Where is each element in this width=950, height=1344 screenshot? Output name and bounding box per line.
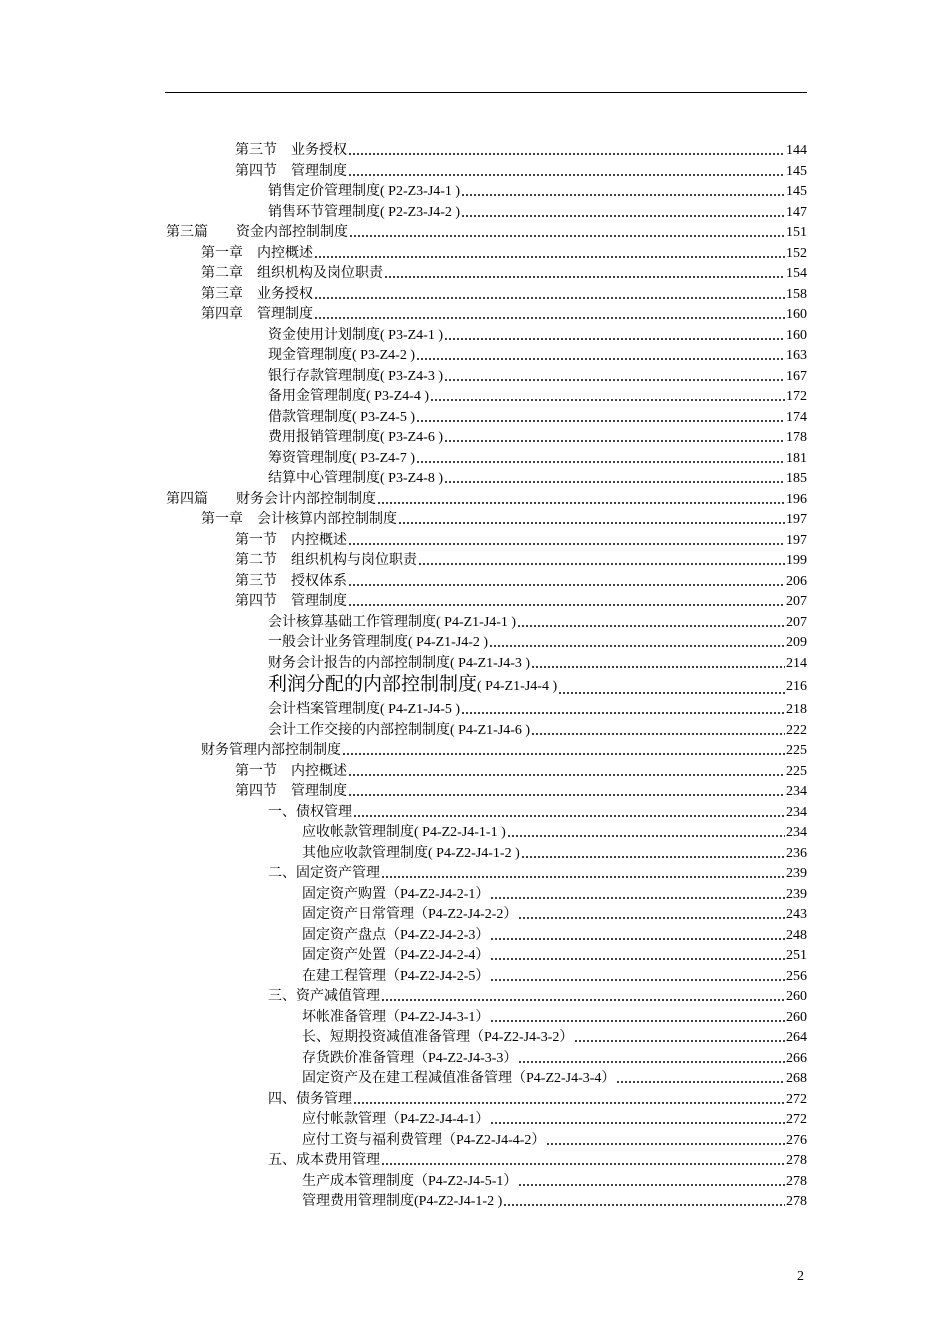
toc-entry[interactable] — [235, 531, 807, 552]
dot-leader — [353, 814, 785, 818]
dot-leader — [444, 378, 785, 382]
toc-entry-page: 276 — [786, 1132, 807, 1148]
toc-entry-page: 154 — [786, 266, 807, 281]
toc-entry-title: 应付帐款管理（P4-Z2-J4-4-1） — [302, 1112, 490, 1127]
toc-entry-title: 固定资产及在建工程减值准备管理（P4-Z2-J4-3-4） — [302, 1071, 616, 1086]
toc-entry[interactable] — [268, 987, 807, 1008]
toc-entry-page: 239 — [786, 886, 807, 902]
toc-entry[interactable] — [235, 762, 807, 783]
toc-entry[interactable] — [166, 223, 807, 244]
toc-entry-title: 第四章 管理制度 — [201, 307, 313, 322]
toc-entry-page: 197 — [786, 512, 807, 527]
dot-leader — [384, 275, 785, 279]
toc-entry-title: 第三篇 资金内部控制制度 — [166, 225, 348, 240]
toc-entry-title: 会计工作交接的内部控制制度( P4-Z1-J4-6 ) — [268, 722, 531, 738]
toc-entry-page: 167 — [786, 368, 807, 384]
toc-entry-page: 216 — [786, 679, 807, 694]
toc-entry-page: 248 — [786, 927, 807, 943]
toc-entry-title: 生产成本管理制度（P4-Z2-J4-5-1） — [302, 1173, 518, 1189]
dot-leader — [418, 562, 785, 566]
dot-leader — [349, 234, 785, 238]
dot-leader — [558, 691, 785, 695]
toc-entry[interactable] — [268, 428, 807, 449]
toc-entry-title: 备用金管理制度( P3-Z4-4 ) — [268, 389, 429, 404]
toc-entry[interactable] — [201, 285, 807, 306]
dot-leader — [616, 1080, 785, 1084]
toc-entry-page: 145 — [786, 184, 807, 199]
toc-entry-title: 四、债务管理 — [268, 1091, 352, 1107]
toc-entry-page: 158 — [786, 286, 807, 302]
toc-entry-page: 256 — [786, 968, 807, 984]
toc-entry-page: 278 — [786, 1153, 807, 1168]
toc-entry-page: 181 — [786, 450, 807, 466]
toc-entry-title: 固定资产盘点（P4-Z2-J4-2-3） — [302, 927, 490, 943]
dot-leader — [507, 834, 785, 838]
dot-leader — [381, 875, 785, 879]
toc-entry-title: 第二节 组织机构与岗位职责 — [235, 553, 417, 568]
toc-entry[interactable] — [302, 1110, 807, 1131]
dot-leader — [348, 603, 785, 607]
toc-entry-page: 209 — [786, 635, 807, 650]
toc-entry-page: 160 — [786, 327, 807, 343]
dot-leader — [461, 711, 785, 715]
toc-entry-page: 163 — [786, 348, 807, 363]
toc-entry-page: 234 — [786, 825, 807, 840]
toc-entry-title: 结算中心管理制度( P3-Z4-8 ) — [268, 471, 443, 486]
dot-leader — [490, 978, 785, 982]
toc-entry-title: 第四节 管理制度 — [235, 594, 347, 609]
toc-entry-title: 费用报销管理制度( P3-Z4-6 ) — [268, 430, 443, 445]
dot-leader — [377, 501, 785, 505]
header-rule — [165, 92, 807, 93]
toc-entry[interactable] — [268, 449, 807, 470]
toc-entry-title: 一、债权管理 — [268, 804, 352, 820]
toc-entry-page: 206 — [786, 573, 807, 589]
toc-entry-title: 资金使用计划制度( P3-Z4-1 ) — [268, 327, 443, 343]
toc-entry[interactable] — [268, 367, 807, 388]
dot-leader — [490, 896, 785, 900]
dot-leader — [348, 583, 785, 587]
toc-entry[interactable] — [235, 592, 807, 613]
toc-entry[interactable] — [235, 572, 807, 593]
toc-entry-title: 五、成本费用管理 — [268, 1153, 380, 1168]
toc-entry-page: 197 — [786, 532, 807, 548]
dot-leader — [518, 1183, 785, 1187]
toc-entry-title: 第一节 内控概述 — [235, 532, 347, 548]
toc-entry[interactable] — [268, 182, 807, 203]
dot-leader — [342, 752, 785, 756]
toc-entry[interactable] — [201, 741, 807, 762]
toc-entry-title: 银行存款管理制度( P3-Z4-3 ) — [268, 368, 443, 384]
toc-entry-page: 234 — [786, 804, 807, 820]
dot-leader — [444, 480, 785, 484]
dot-leader — [381, 1162, 785, 1166]
toc-entry-page: 160 — [786, 307, 807, 322]
toc-entry-title: 第三节 业务授权 — [235, 143, 347, 158]
toc-entry-title: 销售定价管理制度( P2-Z3-J4-1 ) — [268, 184, 461, 199]
dot-leader — [353, 1101, 785, 1105]
toc-entry[interactable] — [268, 203, 807, 224]
toc-entry[interactable] — [268, 1090, 807, 1111]
dot-leader — [490, 957, 785, 961]
toc-entry[interactable] — [201, 510, 807, 531]
toc-entry-page: 145 — [786, 163, 807, 179]
toc-entry-page: 260 — [786, 989, 807, 1004]
toc-entry-page: 268 — [786, 1071, 807, 1086]
dot-leader — [398, 521, 785, 525]
toc-entry-page: 225 — [786, 743, 807, 758]
toc-entry-page: 214 — [786, 655, 807, 671]
toc-entry-page: 251 — [786, 948, 807, 963]
dot-leader — [348, 773, 785, 777]
toc-entry-title: 会计档案管理制度( P4-Z1-J4-5 ) — [268, 702, 461, 717]
toc-entry[interactable] — [302, 946, 807, 967]
toc-entry-title: 第一节 内控概述 — [235, 763, 347, 779]
dot-leader — [416, 460, 785, 464]
dot-leader — [518, 1060, 785, 1064]
toc-entry-title: 应付工资与福利费管理（P4-Z2-J4-4-2） — [302, 1132, 546, 1148]
toc-entry-title: 财务管理内部控制制度 — [201, 743, 341, 758]
toc-entry[interactable] — [268, 613, 807, 634]
toc-entry-title: 现金管理制度( P3-Z4-2 ) — [268, 348, 415, 363]
dot-leader — [490, 1121, 785, 1125]
toc-entry-title: 管理费用管理制度(P4-Z2-J4-1-2 ) — [302, 1194, 503, 1209]
toc-entry[interactable] — [302, 967, 807, 988]
dot-leader — [490, 937, 785, 941]
toc-entry[interactable] — [268, 803, 807, 824]
toc-entry-page: 239 — [786, 866, 807, 881]
dot-leader — [546, 1142, 785, 1146]
page-number: 2 — [797, 1269, 804, 1284]
toc-entry-page: 218 — [786, 702, 807, 717]
toc-entry-page: 225 — [786, 763, 807, 779]
toc-entry-page: 147 — [786, 204, 807, 220]
toc-entry-page: 278 — [786, 1173, 807, 1189]
dot-leader — [314, 296, 785, 300]
toc-entry-title: 第四节 管理制度 — [235, 163, 347, 179]
toc-entry[interactable] — [268, 700, 807, 721]
dot-leader — [348, 542, 785, 546]
toc-entry[interactable] — [302, 844, 807, 865]
toc-entry[interactable] — [268, 346, 807, 367]
toc-entry-page: 260 — [786, 1009, 807, 1025]
toc-entry[interactable] — [268, 721, 807, 742]
dot-leader — [489, 644, 785, 648]
toc-entry-page: 172 — [786, 389, 807, 404]
toc-entry-title: 第一章 会计核算内部控制制度 — [201, 512, 397, 527]
dot-leader — [416, 419, 785, 423]
dot-leader — [574, 1039, 785, 1043]
toc-entry[interactable] — [302, 1028, 807, 1049]
toc-entry[interactable] — [302, 823, 807, 844]
toc-entry[interactable] — [235, 551, 807, 572]
dot-leader — [348, 152, 785, 156]
toc-entry-title: 第二章 组织机构及岗位职责 — [201, 266, 383, 281]
toc-entry[interactable] — [268, 326, 807, 347]
toc-entry-page: 243 — [786, 907, 807, 922]
table-of-contents — [0, 141, 950, 1213]
toc-entry-title: 第三节 授权体系 — [235, 573, 347, 589]
toc-entry-page: 264 — [786, 1030, 807, 1045]
toc-entry-page: 272 — [786, 1091, 807, 1107]
dot-leader — [444, 337, 785, 341]
dot-leader — [444, 439, 785, 443]
toc-entry[interactable] — [268, 674, 807, 700]
toc-entry-page: 151 — [786, 225, 807, 240]
toc-entry-page: 178 — [786, 430, 807, 445]
toc-entry-page: 272 — [786, 1112, 807, 1127]
toc-entry-title: 一般会计业务管理制度( P4-Z1-J4-2 ) — [268, 635, 489, 650]
toc-entry[interactable] — [302, 885, 807, 906]
toc-entry[interactable] — [201, 305, 807, 326]
toc-entry-page: 144 — [786, 143, 807, 158]
dot-leader — [348, 173, 785, 177]
toc-entry-title: 固定资产处置（P4-Z2-J4-2-4） — [302, 948, 490, 963]
dot-leader — [518, 916, 785, 920]
toc-entry-page: 207 — [786, 614, 807, 630]
dot-leader — [461, 193, 785, 197]
toc-entry[interactable] — [268, 469, 807, 490]
toc-entry-page: 236 — [786, 845, 807, 861]
dot-leader — [531, 732, 785, 736]
toc-entry[interactable] — [201, 264, 807, 285]
toc-entry-title: 销售环节管理制度( P2-Z3-J4-2 ) — [268, 204, 461, 220]
toc-entry[interactable] — [302, 1069, 807, 1090]
toc-entry[interactable] — [235, 782, 807, 803]
toc-entry[interactable] — [268, 1151, 807, 1172]
dot-leader — [416, 357, 785, 361]
toc-entry[interactable] — [201, 244, 807, 265]
toc-entry-title: 筹资管理制度( P3-Z4-7 ) — [268, 450, 415, 466]
toc-entry[interactable] — [268, 408, 807, 429]
toc-entry-title: 其他应收款管理制度( P4-Z2-J4-1-2 ) — [302, 845, 520, 861]
toc-entry-title: 会计核算基础工作管理制度( P4-Z1-J4-1 ) — [268, 614, 517, 630]
toc-entry[interactable] — [268, 654, 807, 675]
toc-entry-page: 185 — [786, 471, 807, 486]
dot-leader — [521, 855, 785, 859]
dot-leader — [430, 398, 785, 402]
dot-leader — [314, 255, 785, 259]
toc-entry-title-rest: ( P4-Z1-J4-4 ) — [477, 679, 558, 694]
toc-entry[interactable] — [166, 490, 807, 511]
toc-entry-page: 174 — [786, 409, 807, 425]
toc-entry[interactable] — [302, 926, 807, 947]
toc-entry-title: 三、资产减值管理 — [268, 989, 380, 1004]
toc-entry-title: 坏帐准备管理（P4-Z2-J4-3-1） — [302, 1009, 490, 1025]
toc-entry-title: 固定资产购置（P4-Z2-J4-2-1） — [302, 886, 490, 902]
toc-entry-title — [268, 672, 557, 700]
toc-entry[interactable] — [268, 633, 807, 654]
dot-leader — [461, 214, 785, 218]
toc-entry-title: 第一章 内控概述 — [201, 245, 313, 261]
toc-entry-title: 二、固定资产管理 — [268, 866, 380, 881]
toc-entry[interactable] — [302, 1008, 807, 1029]
toc-entry[interactable] — [302, 1049, 807, 1070]
toc-entry-page: 222 — [786, 722, 807, 738]
toc-entry-page: 266 — [786, 1050, 807, 1066]
toc-entry-page: 196 — [786, 491, 807, 507]
toc-entry[interactable] — [235, 162, 807, 183]
toc-entry-title: 存货跌价准备管理（P4-Z2-J4-3-3） — [302, 1050, 518, 1066]
dot-leader — [503, 1203, 785, 1207]
toc-entry[interactable] — [268, 864, 807, 885]
toc-entry-title: 长、短期投资减值准备管理（P4-Z2-J4-3-2） — [302, 1030, 574, 1045]
toc-entry-page: 234 — [786, 784, 807, 799]
dot-leader — [348, 793, 785, 797]
toc-entry-title: 借款管理制度( P3-Z4-5 ) — [268, 409, 415, 425]
toc-entry-title: 固定资产日常管理（P4-Z2-J4-2-2） — [302, 907, 518, 922]
toc-entry-page: 207 — [786, 594, 807, 609]
toc-entry[interactable] — [302, 1131, 807, 1152]
toc-entry[interactable] — [302, 1172, 807, 1193]
dot-leader — [531, 665, 785, 669]
toc-entry-title-lead: 利润分配的内部控制制度 — [268, 674, 478, 695]
toc-entry-page: 278 — [786, 1194, 807, 1209]
dot-leader — [490, 1019, 785, 1023]
toc-entry-title: 第三章 业务授权 — [201, 286, 313, 302]
toc-entry[interactable] — [302, 905, 807, 926]
toc-entry-page: 152 — [786, 245, 807, 261]
toc-entry-title: 在建工程管理（P4-Z2-J4-2-5） — [302, 968, 490, 984]
toc-entry-title: 第四节 管理制度 — [235, 784, 347, 799]
toc-entry-title: 第四篇 财务会计内部控制制度 — [166, 491, 376, 507]
toc-entry-title: 财务会计报告的内部控制制度( P4-Z1-J4-3 ) — [268, 655, 531, 671]
toc-entry-title: 应收帐款管理制度( P4-Z2-J4-1-1 ) — [302, 825, 506, 840]
dot-leader — [314, 316, 785, 320]
toc-entry[interactable] — [268, 387, 807, 408]
toc-entry-page: 199 — [786, 553, 807, 568]
dot-leader — [381, 998, 785, 1002]
dot-leader — [517, 624, 785, 628]
toc-entry[interactable] — [302, 1192, 807, 1213]
toc-entry[interactable] — [235, 141, 807, 162]
